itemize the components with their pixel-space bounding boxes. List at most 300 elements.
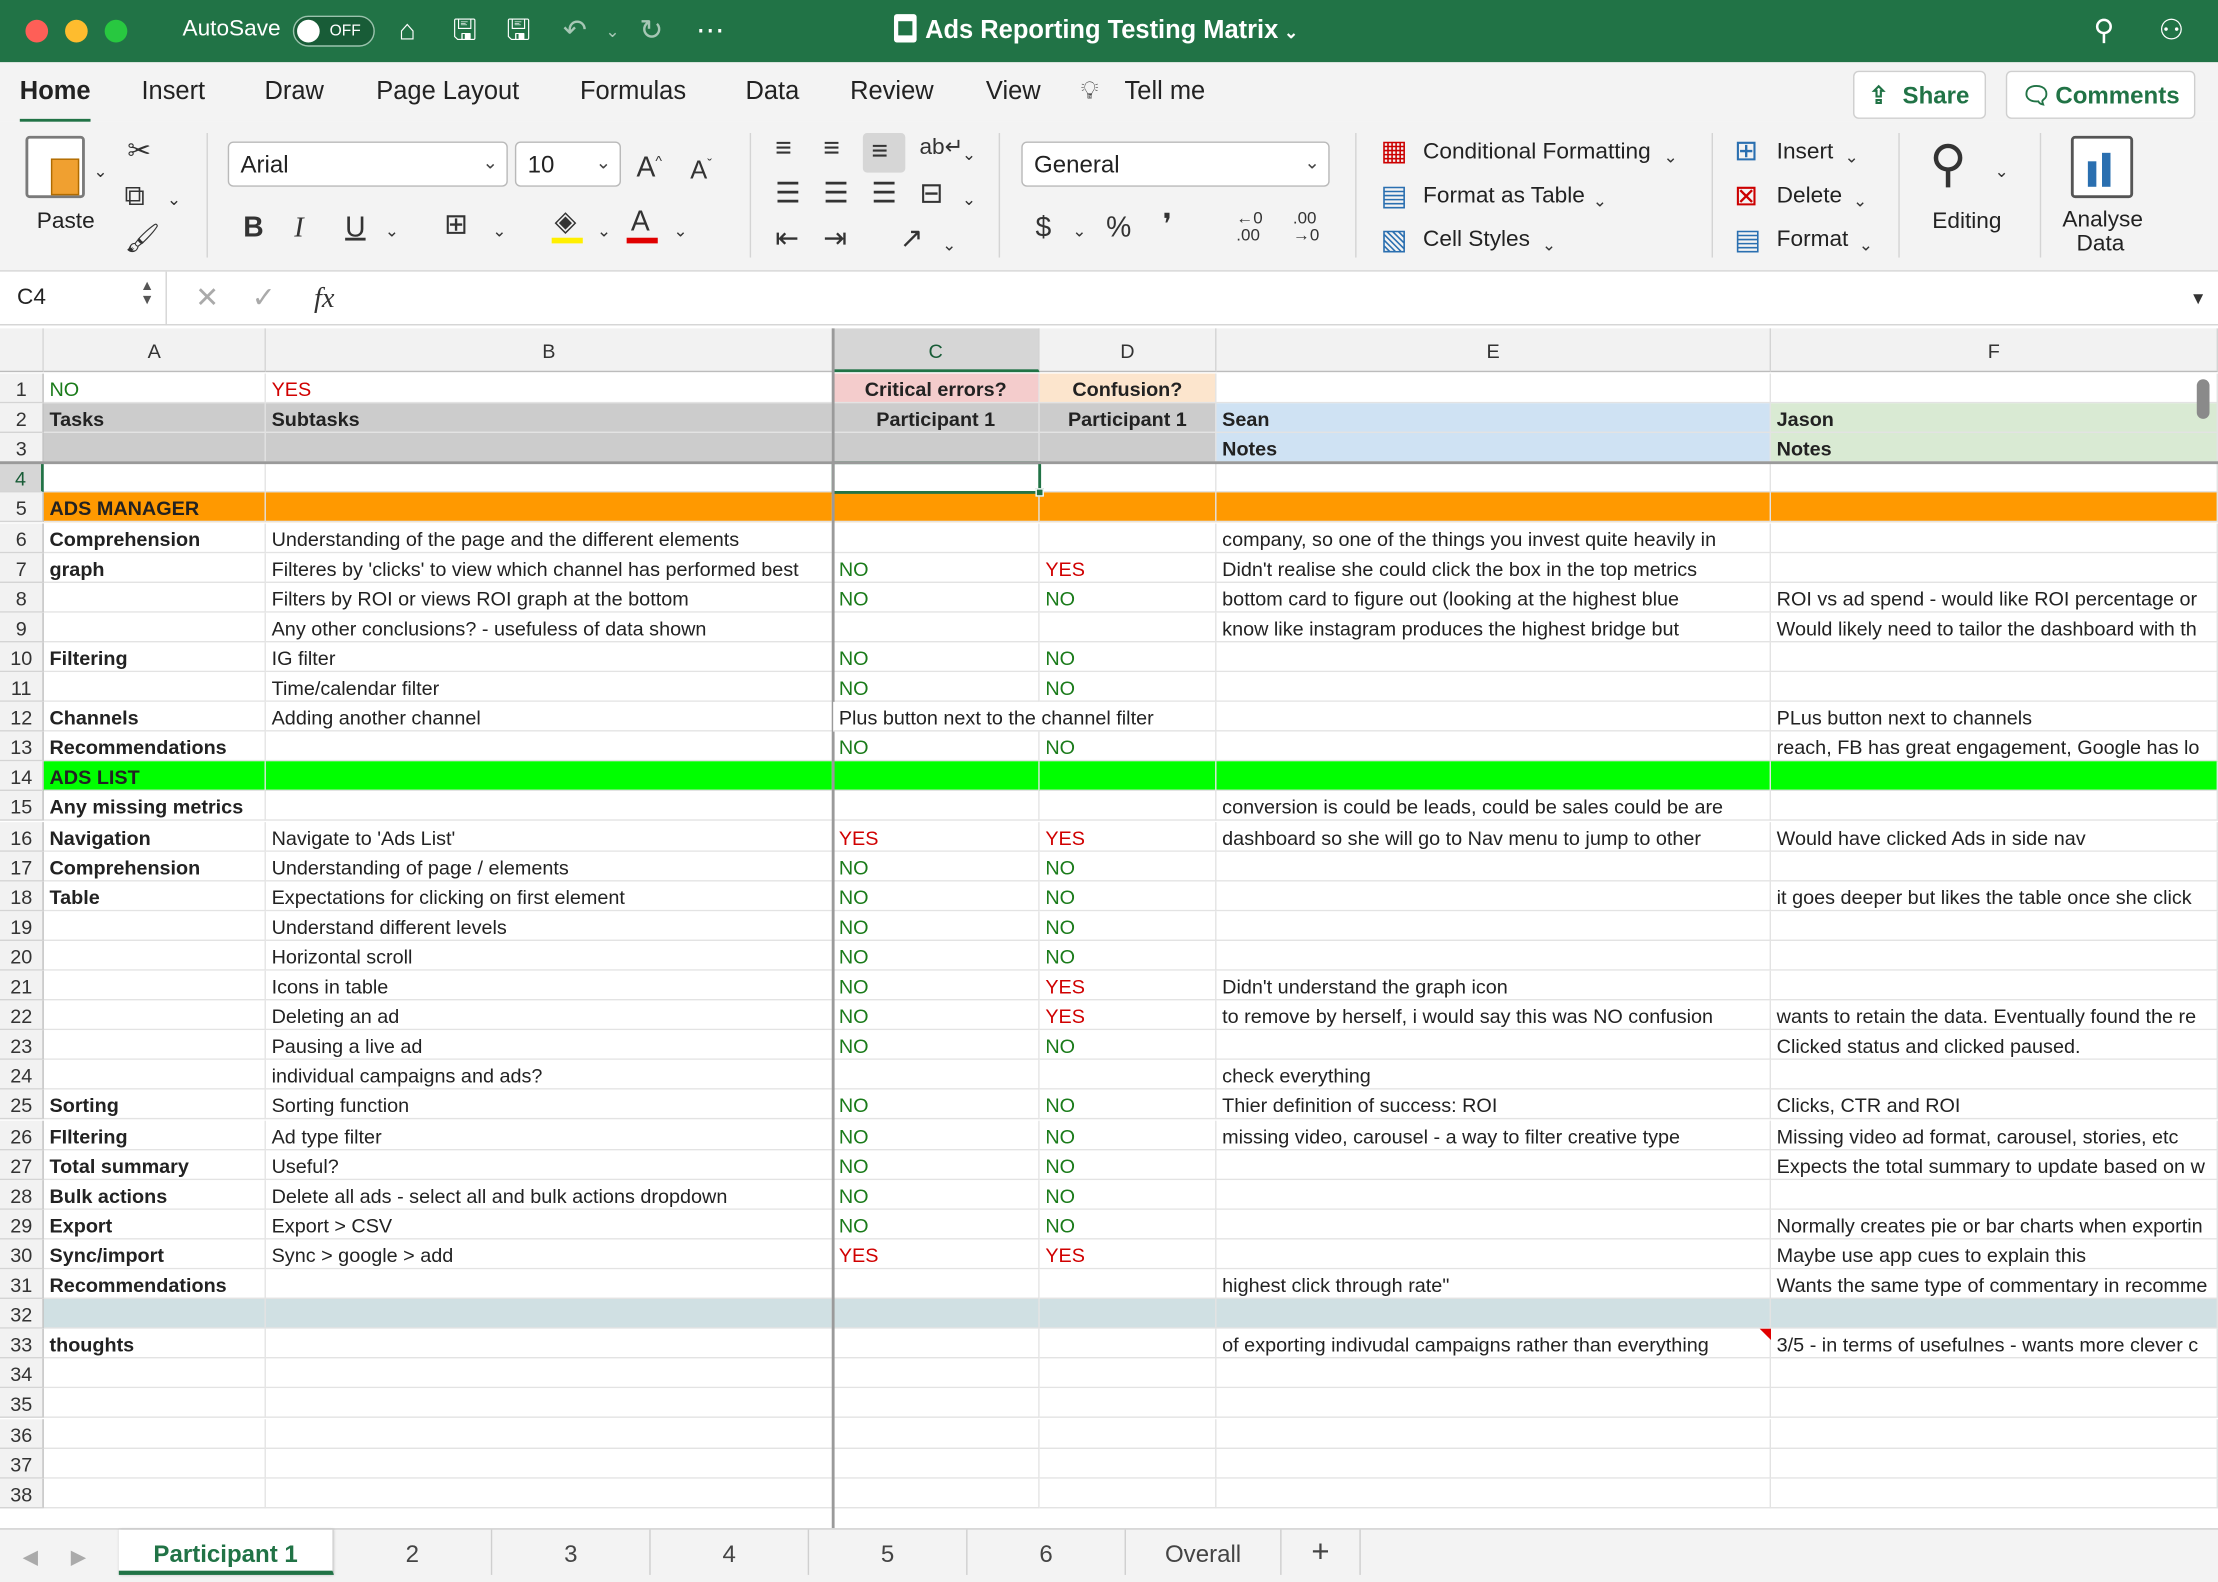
more-commands-icon[interactable]: ⋯	[695, 15, 725, 47]
cell-b4[interactable]	[266, 463, 833, 493]
cell-c19[interactable]: NO	[833, 911, 1040, 941]
cell-c28[interactable]: NO	[833, 1180, 1040, 1210]
cell-b6[interactable]: Understanding of the page and the different elements	[266, 523, 833, 553]
cell-b37[interactable]	[266, 1448, 833, 1478]
cell-d9[interactable]	[1040, 612, 1217, 642]
analyse-data-label-2[interactable]: Data	[2076, 232, 2125, 257]
cell-a4[interactable]	[44, 463, 266, 493]
cut-icon[interactable]: ✂	[127, 135, 152, 167]
cell-c11[interactable]: NO	[833, 672, 1040, 702]
sheet-tab-5[interactable]: 5	[809, 1530, 967, 1575]
cell-b33[interactable]	[266, 1329, 833, 1359]
cell-e30[interactable]	[1217, 1239, 1771, 1269]
cell-a3[interactable]	[44, 433, 266, 463]
cell-a19[interactable]	[44, 911, 266, 941]
cell-d33[interactable]	[1040, 1329, 1217, 1359]
cell-d30[interactable]: YES	[1040, 1239, 1217, 1269]
tab-page-layout[interactable]: Page Layout	[376, 76, 520, 105]
cell-e33[interactable]: of exporting indivudal campaigns rather than everything	[1217, 1329, 1771, 1359]
column-header-d[interactable]: D	[1040, 328, 1217, 372]
cell-a6[interactable]: Comprehension	[44, 523, 266, 553]
cell-c21[interactable]: NO	[833, 971, 1040, 1001]
format-as-table-button[interactable]: Format as Table	[1423, 183, 1585, 209]
cell-c23[interactable]: NO	[833, 1030, 1040, 1060]
row-header[interactable]: 17	[0, 851, 44, 881]
cell-e21[interactable]: Didn't understand the graph icon	[1217, 971, 1771, 1001]
chevron-down-icon[interactable]: ⌄	[1592, 191, 1608, 211]
row-header[interactable]: 7	[0, 553, 44, 583]
cell-b2[interactable]: Subtasks	[266, 403, 833, 433]
row-header[interactable]: 15	[0, 792, 44, 822]
align-top-icon[interactable]: ≡	[775, 133, 792, 165]
cell-a34[interactable]	[44, 1359, 266, 1389]
merge-dropdown-icon[interactable]: ⌄	[961, 189, 977, 210]
insert-cells-button[interactable]: Insert	[1776, 140, 1834, 165]
account-icon[interactable]: ⚇	[2158, 15, 2184, 47]
wrap-text-icon[interactable]: ab↵	[919, 135, 964, 160]
underline-icon[interactable]: U	[345, 212, 366, 244]
row-header[interactable]: 24	[0, 1060, 44, 1090]
tab-draw[interactable]: Draw	[264, 76, 324, 105]
row-header[interactable]: 18	[0, 881, 44, 911]
cell-b35[interactable]	[266, 1389, 833, 1419]
paste-icon[interactable]	[25, 136, 84, 198]
redo-icon[interactable]: ↻	[639, 15, 664, 47]
cell-d27[interactable]: NO	[1040, 1150, 1217, 1180]
cell-f11[interactable]	[1771, 672, 2218, 702]
orientation-icon[interactable]: ↗	[899, 223, 924, 255]
cell-f2[interactable]: Jason	[1771, 403, 2218, 433]
row-header[interactable]: 31	[0, 1269, 44, 1299]
cell-b24[interactable]: individual campaigns and ads?	[266, 1060, 833, 1090]
row-header[interactable]: 27	[0, 1150, 44, 1180]
cell-styles-button[interactable]: Cell Styles	[1423, 227, 1530, 252]
bold-icon[interactable]: B	[243, 212, 264, 244]
paste-button[interactable]: Paste	[36, 209, 95, 234]
sheet-tab-participant-1[interactable]: Participant 1	[119, 1530, 334, 1575]
cell-e11[interactable]	[1217, 672, 1771, 702]
cell-d20[interactable]: NO	[1040, 941, 1217, 971]
tab-home[interactable]: Home	[19, 76, 91, 105]
cell-d5[interactable]	[1040, 493, 1217, 523]
cell-c3[interactable]	[833, 433, 1040, 463]
cell-d4[interactable]	[1040, 463, 1217, 493]
align-middle-icon[interactable]: ≡	[823, 133, 840, 165]
select-all-corner[interactable]	[0, 328, 44, 372]
cell-f34[interactable]	[1771, 1359, 2218, 1389]
row-header[interactable]: 29	[0, 1210, 44, 1240]
autosave-toggle[interactable]	[293, 16, 375, 47]
cell-f37[interactable]	[1771, 1448, 2218, 1478]
cell-c22[interactable]: NO	[833, 1001, 1040, 1031]
cell-e22[interactable]: to remove by herself, i would say this was NO confusion	[1217, 1001, 1771, 1031]
cell-c1[interactable]: Critical errors?	[833, 374, 1040, 404]
percent-format-icon[interactable]: %	[1106, 212, 1132, 244]
cell-c30[interactable]: YES	[833, 1239, 1040, 1269]
row-header[interactable]: 19	[0, 911, 44, 941]
row-header[interactable]: 30	[0, 1239, 44, 1269]
cell-f8[interactable]: ROI vs ad spend - would like ROI percentage or	[1771, 583, 2218, 613]
cell-d26[interactable]: NO	[1040, 1120, 1217, 1150]
cell-f15[interactable]	[1771, 792, 2218, 822]
cell-e29[interactable]	[1217, 1210, 1771, 1240]
cell-a23[interactable]	[44, 1030, 266, 1060]
cell-d2[interactable]: Participant 1	[1040, 403, 1217, 433]
delete-cells-button[interactable]: Delete	[1776, 183, 1843, 209]
cell-e31[interactable]: highest click through rate"	[1217, 1269, 1771, 1299]
cell-a11[interactable]	[44, 672, 266, 702]
cell-f16[interactable]: Would have clicked Ads in side nav	[1771, 821, 2218, 851]
cell-e19[interactable]	[1217, 911, 1771, 941]
cell-c20[interactable]: NO	[833, 941, 1040, 971]
cell-d3[interactable]	[1040, 433, 1217, 463]
align-right-icon[interactable]: ☰	[871, 178, 897, 210]
cell-c33[interactable]	[833, 1329, 1040, 1359]
row-header[interactable]: 34	[0, 1359, 44, 1389]
cell-c7[interactable]: NO	[833, 553, 1040, 583]
cell-d28[interactable]: NO	[1040, 1180, 1217, 1210]
chevron-down-icon[interactable]: ⌄	[1541, 234, 1557, 255]
analyse-data-icon[interactable]	[2071, 136, 2133, 198]
cell-d18[interactable]: NO	[1040, 881, 1217, 911]
cell-b21[interactable]: Icons in table	[266, 971, 833, 1001]
decrease-decimal-icon[interactable]: ←0 .00	[1236, 208, 1263, 245]
cell-c5[interactable]	[833, 493, 1040, 523]
prev-sheet-icon[interactable]: ◀	[22, 1545, 38, 1568]
chevron-down-icon[interactable]: ⌄	[1844, 147, 1859, 167]
fill-color-dropdown-icon[interactable]: ⌄	[596, 220, 612, 241]
row-header[interactable]: 6	[0, 523, 44, 553]
cell-a16[interactable]: Navigation	[44, 821, 266, 851]
row-header[interactable]: 3	[0, 433, 44, 463]
save-as-icon[interactable]: 🖫	[506, 15, 531, 47]
conditional-formatting-button[interactable]: Conditional Formatting	[1423, 140, 1651, 165]
row-header[interactable]: 32	[0, 1299, 44, 1329]
borders-dropdown-icon[interactable]: ⌄	[492, 220, 507, 241]
cell-f38[interactable]	[1771, 1478, 2218, 1508]
comma-format-icon[interactable]: ❜	[1162, 209, 1172, 241]
cell-d24[interactable]	[1040, 1060, 1217, 1090]
cell-f13[interactable]: reach, FB has great engagement, Google has lo	[1771, 732, 2218, 762]
underline-dropdown-icon[interactable]: ⌄	[384, 220, 399, 241]
editing-search-icon[interactable]: ⚲	[1929, 134, 1967, 193]
sheet-tab-3[interactable]: 3	[492, 1530, 650, 1575]
row-header[interactable]: 26	[0, 1120, 44, 1150]
editing-button[interactable]: Editing	[1932, 209, 2002, 234]
cell-d13[interactable]: NO	[1040, 732, 1217, 762]
cell-c8[interactable]: NO	[833, 583, 1040, 613]
cell-a7[interactable]: graph	[44, 553, 266, 583]
font-color-dropdown-icon[interactable]: ⌄	[673, 220, 688, 241]
cell-f27[interactable]: Expects the total summary to update based on w	[1771, 1150, 2218, 1180]
sheet-tab-overall[interactable]: Overall	[1126, 1530, 1282, 1575]
cell-d14[interactable]	[1040, 762, 1217, 792]
increase-decimal-icon[interactable]: .00 →0	[1292, 208, 1320, 245]
currency-dropdown-icon[interactable]: ⌄	[1072, 220, 1087, 241]
cell-f32[interactable]	[1771, 1299, 2218, 1329]
vertical-scrollbar[interactable]	[2197, 379, 2210, 419]
cell-e36[interactable]	[1217, 1419, 1771, 1449]
row-header[interactable]: 10	[0, 642, 44, 672]
cell-f4[interactable]	[1771, 463, 2218, 493]
row-header[interactable]: 38	[0, 1478, 44, 1508]
row-header[interactable]: 37	[0, 1448, 44, 1478]
cell-e34[interactable]	[1217, 1359, 1771, 1389]
cell-b22[interactable]: Deleting an ad	[266, 1001, 833, 1031]
row-header[interactable]: 11	[0, 672, 44, 702]
cell-a12[interactable]: Channels	[44, 702, 266, 732]
cell-d21[interactable]: YES	[1040, 971, 1217, 1001]
row-header[interactable]: 13	[0, 732, 44, 762]
cell-e37[interactable]	[1217, 1448, 1771, 1478]
cell-c32[interactable]	[833, 1299, 1040, 1329]
cell-e9[interactable]: know like instagram produces the highest bridge but	[1217, 612, 1771, 642]
worksheet-grid[interactable]	[0, 328, 2218, 1528]
cell-c16[interactable]: YES	[833, 821, 1040, 851]
cell-d25[interactable]: NO	[1040, 1090, 1217, 1120]
cell-a33[interactable]: thoughts	[44, 1329, 266, 1359]
undo-icon[interactable]: ↶	[562, 15, 587, 47]
cell-d34[interactable]	[1040, 1359, 1217, 1389]
share-button[interactable]	[1853, 71, 1986, 119]
cell-b32[interactable]	[266, 1299, 833, 1329]
chevron-down-icon[interactable]: ⌄	[1853, 191, 1868, 211]
cell-a26[interactable]: FIltering	[44, 1120, 266, 1150]
confirm-entry-icon[interactable]: ✓	[251, 283, 276, 315]
cell-a8[interactable]	[44, 583, 266, 613]
cell-c26[interactable]: NO	[833, 1120, 1040, 1150]
decrease-font-size-icon[interactable]: $A^ˇ$	[690, 155, 713, 184]
copy-dropdown-icon[interactable]: ⌄	[166, 189, 182, 210]
cell-d11[interactable]: NO	[1040, 672, 1217, 702]
cell-e20[interactable]	[1217, 941, 1771, 971]
cell-b34[interactable]	[266, 1359, 833, 1389]
column-header-c[interactable]: C	[833, 328, 1040, 372]
minimize-window-button[interactable]	[65, 20, 88, 43]
formula-input[interactable]	[362, 272, 2173, 326]
cell-e8[interactable]: bottom card to figure out (looking at the highest blue	[1217, 583, 1771, 613]
cell-d29[interactable]: NO	[1040, 1210, 1217, 1240]
row-header[interactable]: 28	[0, 1180, 44, 1210]
cell-c10[interactable]: NO	[833, 642, 1040, 672]
sheet-tab-2[interactable]: 2	[334, 1530, 492, 1575]
cell-b26[interactable]: Ad type filter	[266, 1120, 833, 1150]
sheet-tab-6[interactable]: 6	[968, 1530, 1126, 1575]
cell-b10[interactable]: IG filter	[266, 642, 833, 672]
cell-a28[interactable]: Bulk actions	[44, 1180, 266, 1210]
row-header[interactable]: 22	[0, 1001, 44, 1031]
cell-e16[interactable]: dashboard so she will go to Nav menu to jump to other	[1217, 821, 1771, 851]
cell-f6[interactable]	[1771, 523, 2218, 553]
cell-e3[interactable]: Notes	[1217, 433, 1771, 463]
cell-a31[interactable]: Recommendations	[44, 1269, 266, 1299]
row-header[interactable]: 36	[0, 1419, 44, 1449]
cell-c25[interactable]: NO	[833, 1090, 1040, 1120]
cell-b36[interactable]	[266, 1419, 833, 1449]
expand-formula-bar-icon[interactable]: ▼	[2189, 288, 2207, 309]
cell-d10[interactable]: NO	[1040, 642, 1217, 672]
tell-me-search[interactable]: Tell me	[1124, 76, 1206, 105]
row-header[interactable]: 35	[0, 1389, 44, 1419]
cell-e18[interactable]	[1217, 881, 1771, 911]
cell-c34[interactable]	[833, 1359, 1040, 1389]
cell-b1[interactable]: YES	[266, 374, 833, 404]
cell-e26[interactable]: missing video, carousel - a way to filter creative type	[1217, 1120, 1771, 1150]
cell-b28[interactable]: Delete all ads - select all and bulk actions dropdown	[266, 1180, 833, 1210]
cell-d23[interactable]: NO	[1040, 1030, 1217, 1060]
cell-e12[interactable]	[1217, 702, 1771, 732]
cell-f36[interactable]	[1771, 1419, 2218, 1449]
cell-b7[interactable]: Filteres by 'clicks' to view which channel has performed best	[266, 553, 833, 583]
merge-center-icon[interactable]: ⊟	[919, 178, 944, 210]
close-window-button[interactable]	[25, 20, 48, 43]
cell-d8[interactable]: NO	[1040, 583, 1217, 613]
cell-e7[interactable]: Didn't realise she could click the box in the top metrics	[1217, 553, 1771, 583]
cell-d6[interactable]	[1040, 523, 1217, 553]
cell-d16[interactable]: YES	[1040, 821, 1217, 851]
zoom-window-button[interactable]	[105, 20, 128, 43]
cell-b18[interactable]: Expectations for clicking on first element	[266, 881, 833, 911]
column-header-e[interactable]: E	[1217, 328, 1771, 372]
cell-d15[interactable]	[1040, 792, 1217, 822]
cell-a13[interactable]: Recommendations	[44, 732, 266, 762]
column-header-a[interactable]: A	[44, 328, 266, 372]
cell-c9[interactable]	[833, 612, 1040, 642]
cell-c37[interactable]	[833, 1448, 1040, 1478]
cell-e14[interactable]	[1217, 762, 1771, 792]
cancel-entry-icon[interactable]: ✕	[195, 283, 219, 315]
cell-c2[interactable]: Participant 1	[833, 403, 1040, 433]
number-format-select[interactable]	[1021, 142, 1329, 187]
font-color-icon[interactable]: A	[630, 206, 650, 238]
cell-a10[interactable]: Filtering	[44, 642, 266, 672]
cell-b30[interactable]: Sync > google > add	[266, 1239, 833, 1269]
cell-f22[interactable]: wants to retain the data. Eventually found the re	[1771, 1001, 2218, 1031]
cell-a36[interactable]	[44, 1419, 266, 1449]
cell-c29[interactable]: NO	[833, 1210, 1040, 1240]
cell-d32[interactable]	[1040, 1299, 1217, 1329]
cell-f24[interactable]	[1771, 1060, 2218, 1090]
cell-b5[interactable]	[266, 493, 833, 523]
cell-b13[interactable]	[266, 732, 833, 762]
cell-f35[interactable]	[1771, 1389, 2218, 1419]
cell-d36[interactable]	[1040, 1419, 1217, 1449]
cell-b19[interactable]: Understand different levels	[266, 911, 833, 941]
cell-d38[interactable]	[1040, 1478, 1217, 1508]
fill-handle[interactable]	[1035, 489, 1043, 497]
tab-insert[interactable]: Insert	[141, 76, 206, 105]
cell-f18[interactable]: it goes deeper but likes the table once she click	[1771, 881, 2218, 911]
cell-f10[interactable]	[1771, 642, 2218, 672]
cell-a9[interactable]	[44, 612, 266, 642]
row-header[interactable]: 25	[0, 1090, 44, 1120]
cell-b15[interactable]	[266, 792, 833, 822]
cell-b20[interactable]: Horizontal scroll	[266, 941, 833, 971]
cell-f23[interactable]: Clicked status and clicked paused.	[1771, 1030, 2218, 1060]
cell-b14[interactable]	[266, 762, 833, 792]
cell-e4[interactable]	[1217, 463, 1771, 493]
chevron-down-icon[interactable]: ⌄	[1663, 147, 1678, 167]
chevron-down-icon[interactable]: ⌄	[1858, 234, 1873, 255]
italic-icon[interactable]: I	[294, 212, 304, 244]
column-header-b[interactable]: B	[266, 328, 833, 372]
cell-a27[interactable]: Total summary	[44, 1150, 266, 1180]
cell-f9[interactable]: Would likely need to tailor the dashboard with th	[1771, 612, 2218, 642]
cell-e10[interactable]	[1217, 642, 1771, 672]
cell-b31[interactable]	[266, 1269, 833, 1299]
cell-a15[interactable]: Any missing metrics	[44, 792, 266, 822]
format-painter-icon[interactable]: 🖌︎	[124, 223, 161, 255]
cell-c14[interactable]	[833, 762, 1040, 792]
cell-f30[interactable]: Maybe use app cues to explain this	[1771, 1239, 2218, 1269]
cell-e35[interactable]	[1217, 1389, 1771, 1419]
cell-f19[interactable]	[1771, 911, 2218, 941]
save-icon[interactable]: 🖫	[452, 15, 477, 47]
cell-b12[interactable]: Adding another channel	[266, 702, 833, 732]
cell-e24[interactable]: check everything	[1217, 1060, 1771, 1090]
cell-e25[interactable]: Thier definition of success: ROI	[1217, 1090, 1771, 1120]
row-header[interactable]: 16	[0, 821, 44, 851]
cell-b3[interactable]	[266, 433, 833, 463]
column-header-f[interactable]: F	[1771, 328, 2218, 372]
undo-dropdown-icon[interactable]: ⌄	[605, 21, 620, 42]
cell-f31[interactable]: Wants the same type of commentary in recomme	[1771, 1269, 2218, 1299]
tab-review[interactable]: Review	[850, 76, 934, 105]
align-left-icon[interactable]: ☰	[775, 178, 801, 210]
currency-format-icon[interactable]: $	[1035, 212, 1052, 244]
row-header[interactable]: 2	[0, 403, 44, 433]
cell-e2[interactable]: Sean	[1217, 403, 1771, 433]
cell-f20[interactable]	[1771, 941, 2218, 971]
cell-d7[interactable]: YES	[1040, 553, 1217, 583]
document-title[interactable]	[894, 14, 1298, 45]
cell-b29[interactable]: Export > CSV	[266, 1210, 833, 1240]
cell-a30[interactable]: Sync/import	[44, 1239, 266, 1269]
cell-e27[interactable]	[1217, 1150, 1771, 1180]
row-header[interactable]: 1	[0, 374, 44, 404]
increase-indent-icon[interactable]: ⇥	[823, 223, 847, 255]
font-size-select[interactable]	[515, 142, 621, 187]
cell-e17[interactable]	[1217, 851, 1771, 881]
cell-c6[interactable]	[833, 523, 1040, 553]
paste-dropdown-icon[interactable]: ⌄	[93, 161, 108, 182]
cell-a22[interactable]	[44, 1001, 266, 1031]
comments-button[interactable]	[2006, 71, 2196, 119]
copy-icon[interactable]: ⧉	[124, 181, 145, 213]
tab-formulas[interactable]: Formulas	[579, 76, 687, 105]
row-header[interactable]: 8	[0, 583, 44, 613]
cell-f29[interactable]: Normally creates pie or bar charts when exportin	[1771, 1210, 2218, 1240]
cell-b25[interactable]: Sorting function	[266, 1090, 833, 1120]
cell-e1[interactable]	[1217, 374, 1771, 404]
cell-f26[interactable]: Missing video ad format, carousel, stories, etc	[1771, 1120, 2218, 1150]
cell-c18[interactable]: NO	[833, 881, 1040, 911]
cell-b27[interactable]: Useful?	[266, 1150, 833, 1180]
cell-b23[interactable]: Pausing a live ad	[266, 1030, 833, 1060]
font-name-select[interactable]	[228, 142, 508, 187]
cell-c15[interactable]	[833, 792, 1040, 822]
add-sheet-button[interactable]: +	[1282, 1530, 1361, 1575]
cell-b38[interactable]	[266, 1478, 833, 1508]
cell-c12[interactable]: Plus button next to the channel filter	[833, 702, 1216, 732]
cell-e6[interactable]: company, so one of the things you invest quite heavily in	[1217, 523, 1771, 553]
cell-f21[interactable]	[1771, 971, 2218, 1001]
row-header[interactable]: 20	[0, 941, 44, 971]
analyse-data-label-1[interactable]: Analyse	[2062, 208, 2143, 233]
cell-e13[interactable]	[1217, 732, 1771, 762]
cell-a35[interactable]	[44, 1389, 266, 1419]
row-header[interactable]: 9	[0, 612, 44, 642]
